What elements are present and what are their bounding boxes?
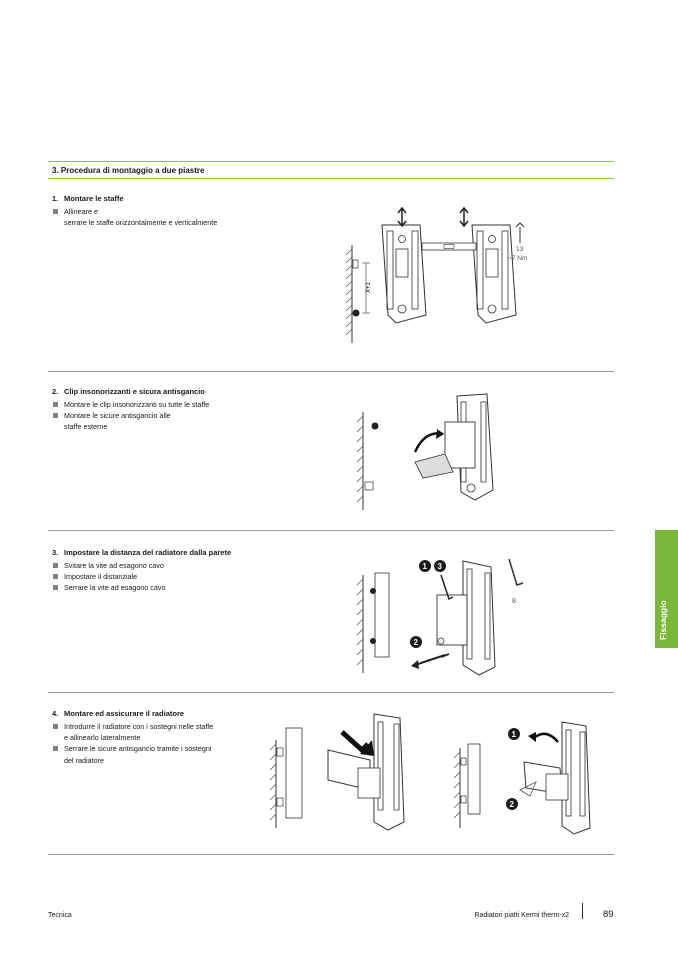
divider-2	[48, 530, 614, 531]
footer-product-title: Radiatori piatti Kermi therm-x2	[474, 912, 569, 919]
wrench-size-label: 13	[516, 246, 524, 253]
side-tab-label: Fissaggio	[658, 600, 668, 640]
step-4-bullet-1: Introdurre il radiatore con i sostegni nelle staffe	[52, 721, 242, 732]
callout-1: 1	[422, 562, 427, 571]
step-3	[52, 548, 242, 594]
callout-1-b: 1	[511, 730, 516, 739]
divider-4	[48, 854, 614, 855]
step-3-bullet-3: Serrare la vite ad esagono cavo	[52, 582, 242, 593]
step-4	[52, 709, 242, 766]
callout-3: 3	[437, 562, 442, 571]
step-2	[52, 387, 242, 433]
step-1	[52, 194, 242, 228]
step-4-bullet-2: Serrare le sicure antisgancio tramite i sostegni	[52, 743, 242, 754]
section-title: 3. Procedura di montaggio a due piastre	[52, 166, 205, 175]
step-2-title: 2. Clip insonorizzanti e sicura antisgancio	[52, 387, 205, 396]
step-4-illustration-left	[262, 710, 422, 835]
section-bottom-rule	[48, 178, 614, 179]
callout-2-b: 2	[509, 800, 514, 809]
step-2-bullet-2-cont: staffe esterne	[64, 422, 108, 432]
step-2-illustration	[345, 392, 505, 512]
step-2-bullet-2: Montare le sicure antisgancio alle	[52, 410, 242, 421]
step-2-bullet-1: Montare le clip insonorizzanti su tutte le staffe	[52, 399, 242, 410]
hex-key-size-label: 8	[512, 598, 516, 605]
step-1-bullet-1: Allineare e	[52, 206, 242, 217]
step-3-bullet-2: Impostare il distanziale	[52, 571, 242, 582]
divider-1	[48, 371, 614, 372]
step-3-bullet-1: Svitare la vite ad esagono cavo	[52, 560, 242, 571]
section-side-tab	[655, 530, 678, 648]
section-top-rule	[48, 161, 614, 162]
step-4-illustration-right	[450, 718, 600, 843]
step-3-illustration	[345, 555, 535, 675]
step-1-bullet-1-cont: serrare le staffe orizzontalmente e verticalmente	[64, 218, 218, 228]
step-3-title: 3. Impostare la distanza del radiatore dalla parete	[52, 548, 232, 557]
step-1-illustration	[340, 205, 550, 345]
dimension-label: X+1	[366, 282, 372, 293]
footer-separator	[582, 903, 583, 919]
step-1-title: 1. Montare le staffe	[52, 194, 124, 203]
page-number: 89	[603, 909, 614, 920]
torque-label: ~7 Nm	[508, 255, 528, 262]
step-4-bullet-2-cont: del radiatore	[64, 755, 104, 765]
step-4-title: 4. Montare ed assicurare il radiatore	[52, 709, 185, 718]
footer-section-label: Tecnica	[48, 912, 72, 919]
divider-3	[48, 692, 614, 693]
step-4-bullet-1-cont: e allinearlo lateralmente	[64, 733, 141, 743]
callout-2: 2	[413, 638, 418, 647]
